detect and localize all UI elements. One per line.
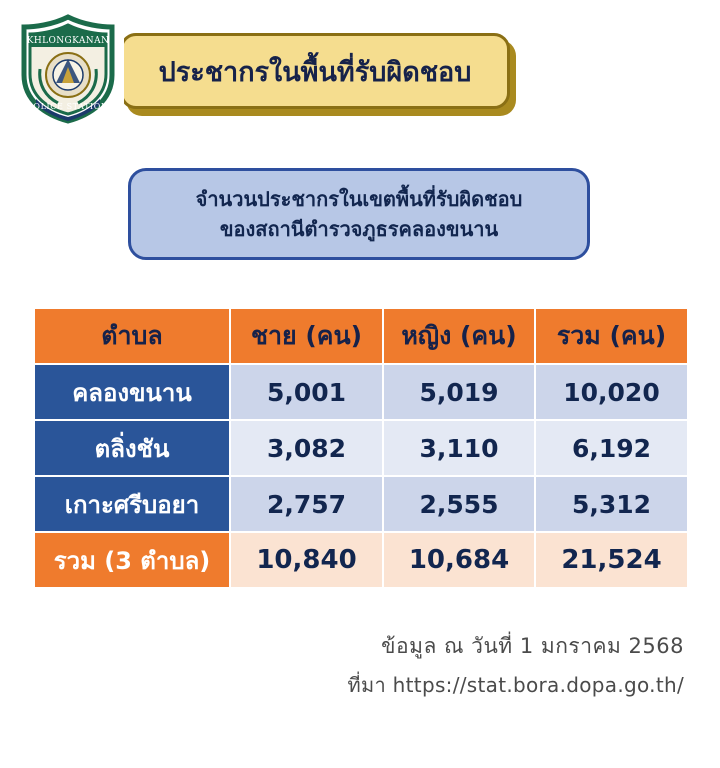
cell-talingchan-male: 3,082: [230, 420, 383, 476]
cell-kohsriboya-male: 2,757: [230, 476, 383, 532]
table-body: [34, 364, 688, 588]
table-total-row: [34, 532, 688, 588]
police-badge-icon: [16, 13, 120, 125]
footer-source: ที่มา https://stat.bora.dopa.go.th/: [347, 673, 684, 697]
column-header-female: หญิง (คน): [383, 308, 535, 364]
row-label-khlongkhanan: คลองขนาน: [34, 364, 230, 420]
table-row: [34, 420, 688, 476]
cell-total-total: 21,524: [535, 532, 688, 588]
column-header-total: รวม (คน): [535, 308, 688, 364]
cell-khlongkhanan-total: 10,020: [535, 364, 688, 420]
header-band: [0, 0, 720, 142]
cell-khlongkhanan-female: 5,019: [383, 364, 535, 420]
row-label-talingchan: ตลิ่งชัน: [34, 420, 230, 476]
cell-kohsriboya-total: 5,312: [535, 476, 688, 532]
svg-text:POLICE STATION: POLICE STATION: [27, 102, 109, 111]
cell-kohsriboya-female: 2,555: [383, 476, 535, 532]
population-table-container: [33, 307, 687, 589]
footer-date: ข้อมูล ณ วันที่ 1 มกราคม 2568: [381, 634, 684, 658]
column-header-subdistrict: ตำบล: [34, 308, 230, 364]
logo-container: [12, 6, 124, 132]
table-row: [34, 364, 688, 420]
footer-note: [124, 630, 684, 701]
page-title: ประชากรในพื้นที่รับผิดชอบ: [158, 56, 472, 88]
cell-total-female: 10,684: [383, 532, 535, 588]
cell-khlongkhanan-male: 5,001: [230, 364, 383, 420]
cell-total-male: 10,840: [230, 532, 383, 588]
page-title-plate: [120, 33, 510, 109]
population-table: [33, 307, 689, 589]
row-label-kohsriboya: เกาะศรีบอยา: [34, 476, 230, 532]
column-header-male: ชาย (คน): [230, 308, 383, 364]
subtitle-line-2: ของสถานีตำรวจภูธรคลองขนาน: [219, 217, 499, 241]
table-header: [34, 308, 688, 364]
table-row: [34, 476, 688, 532]
subtitle-line-1: จำนวนประชากรในเขตพื้นที่รับผิดชอบ: [195, 187, 523, 211]
cell-talingchan-female: 3,110: [383, 420, 535, 476]
row-label-total: รวม (3 ตำบล): [34, 532, 230, 588]
svg-text:KHLONGKANAN: KHLONGKANAN: [26, 36, 110, 46]
table-header-row: [34, 308, 688, 364]
subtitle-box: [128, 168, 590, 260]
cell-talingchan-total: 6,192: [535, 420, 688, 476]
